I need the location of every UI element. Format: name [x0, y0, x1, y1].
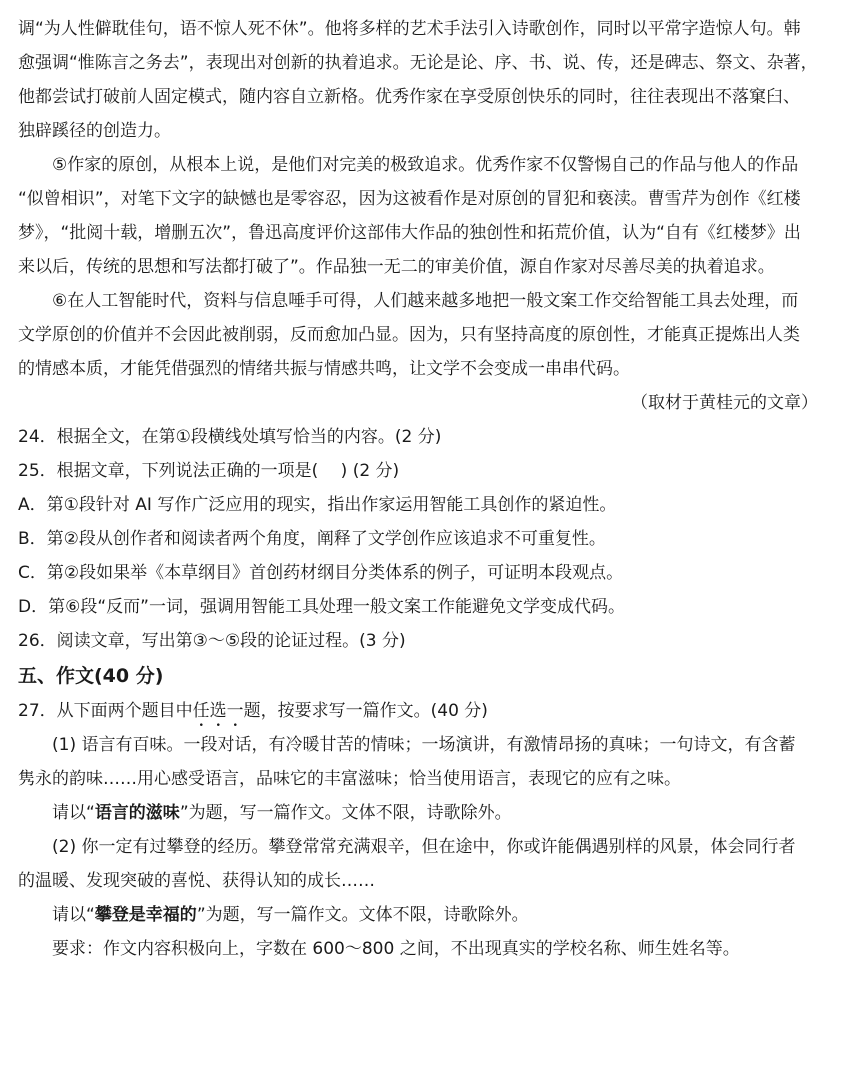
- prompt-pre: 请以“: [52, 803, 95, 823]
- topic-2-prompt: [18, 898, 830, 932]
- prompt-pre: 请以“: [52, 905, 95, 925]
- paragraph-5: [18, 148, 830, 284]
- topic-1-line: (1) 语言有百味。一段对话，有冷暖甘苦的情味；一场演讲，有激情昂扬的真味；一句诗文，有含蓄: [52, 735, 796, 755]
- text-line: ⑤作家的原创，从根本上说，是他们对完美的极致追求。优秀作家不仅警惕自己的作品与他人的作品: [52, 155, 799, 175]
- paragraph-4-continued: [18, 12, 830, 148]
- question-25: 25．根据文章，下列说法正确的一项是( ) (2 分): [18, 461, 400, 481]
- option-d: D．第⑥段“反而”一词，强调用智能工具处理一般文案工作能避免文学变成代码。: [18, 597, 625, 617]
- paragraph-6: [18, 284, 830, 386]
- text-line: 他都尝试打破前人固定模式，随内容自立新格。优秀作家在享受原创快乐的同时，往往表现出不落窠臼、: [18, 87, 800, 107]
- text-line: 愈强调“惟陈言之务去”，表现出对创新的执着追求。无论是论、序、书、说、传，还是碑志、祭文、杂著，: [18, 53, 818, 73]
- topic-2-line: 的温暖、发现突破的喜悦、获得认知的成长……: [18, 871, 375, 891]
- questions: [18, 420, 830, 658]
- section-heading: 五、作文(40 分): [18, 665, 164, 687]
- text-line: “似曾相识”，对笔下文字的缺憾也是零容忍，因为这被看作是对原创的冒犯和亵渎。曹雪芹为创作《红楼: [18, 189, 801, 209]
- topic-2-title: 攀登是幸福的: [94, 905, 197, 925]
- option-a: A．第①段针对 AI 写作广泛应用的现实，指出作家运用智能工具创作的紧迫性。: [18, 495, 617, 515]
- question-26: 26．阅读文章，写出第③～⑤段的论证过程。(3 分): [18, 631, 406, 651]
- q27-prefix: 27．从下面两个题目中: [18, 701, 193, 721]
- topic-2-line: (2) 你一定有过攀登的经历。攀登常常充满艰辛，但在途中，你或许能偶遇别样的风景，体会同行者: [52, 837, 796, 857]
- text-line: 的情感本质，才能凭借强烈的情绪共振与情感共鸣，让文学不会变成一串串代码。: [18, 359, 630, 379]
- option-b: B．第②段从创作者和阅读者两个角度，阐释了文学创作应该追求不可重复性。: [18, 529, 606, 549]
- text-line: 梦》，“批阅十载，增删五次”，鲁迅高度评价这部伟大作品的独创性和拓荒价值，认为“自有《红楼梦》出: [18, 223, 801, 243]
- q27-emphasis: 任选一: [192, 701, 244, 721]
- question-24: 24．根据全文，在第①段横线处填写恰当的内容。(2 分): [18, 427, 442, 447]
- text-line: ⑥在人工智能时代，资料与信息唾手可得，人们越来越多地把一般文案工作交给智能工具去处理，而: [52, 291, 799, 311]
- source-citation: （取材于黄桂元的文章）: [631, 393, 818, 413]
- text-line: 来以后，传统的思想和写法都打破了”。作品独一无二的审美价值，源自作家对尽善尽美的执着追求。: [18, 257, 775, 277]
- text-line: 文学原创的价值并不会因此被削弱，反而愈加凸显。因为，只有坚持高度的原创性，才能真正提炼出人类: [18, 325, 800, 345]
- topic-1-prompt: [18, 796, 830, 830]
- essay-section: [18, 658, 830, 966]
- text-line: 调“为人性僻耽佳句，语不惊人死不休”。他将多样的艺术手法引入诗歌创作，同时以平常字造惊人句。韩: [18, 19, 801, 39]
- topic-1-title: 语言的滋味: [94, 803, 180, 823]
- topic-1-line: 隽永的韵味……用心感受语言，品味它的丰富滋味；恰当使用语言，表现它的应有之味。: [18, 769, 681, 789]
- prompt-post: ”为题，写一篇作文。文体不限，诗歌除外。: [196, 905, 529, 925]
- essay-requirements: 要求：作文内容积极向上，字数在 600～800 之间，不出现真实的学校名称、师生姓名等。: [52, 939, 740, 959]
- q27-suffix: 题，按要求写一篇作文。(40 分): [243, 701, 488, 721]
- question-27: [18, 694, 830, 728]
- prompt-post: ”为题，写一篇作文。文体不限，诗歌除外。: [179, 803, 512, 823]
- option-c: C．第②段如果举《本草纲目》首创药材纲目分类体系的例子，可证明本段观点。: [18, 563, 624, 583]
- text-line: 独辟蹊径的创造力。: [18, 121, 171, 141]
